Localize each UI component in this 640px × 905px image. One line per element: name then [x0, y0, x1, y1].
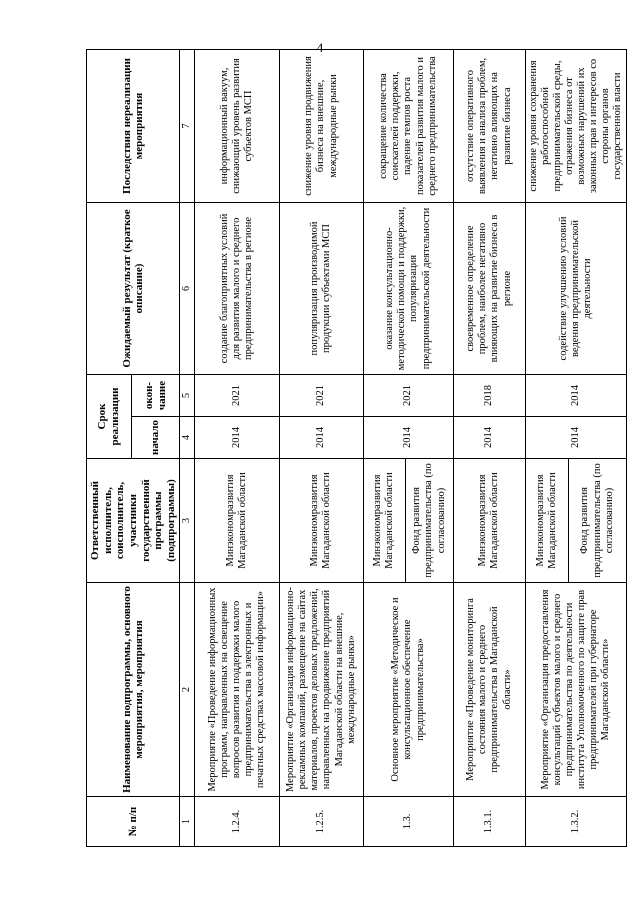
row-executor-secondary: Фонд развития предпринимательства (по согласованию): [568, 459, 627, 583]
row-consequences: снижение уровня сохранения работоспособной предпринимательской среды, отражения бизнеса от возможных нарушений их законных прав и интересов со стороны органов государственной власти: [525, 49, 627, 202]
row-end: 2021: [279, 374, 363, 416]
row-executor: Минэкономразвития Магаданской области: [363, 459, 405, 583]
column-number: 2: [180, 583, 195, 797]
row-name: Основное мероприятие «Методическое и консультационное обеспечение предпринимательства»: [363, 583, 453, 797]
row-consequences: информационный вакуум, снижающий уровень развития субъектов МСП: [194, 49, 279, 202]
column-numbers-row: [180, 49, 195, 846]
column-number: 5: [180, 374, 195, 416]
column-number: 7: [180, 49, 195, 202]
row-result: содействие улучшению условий ведения предпринимательской деятельности: [525, 202, 627, 374]
table-row: [363, 49, 405, 846]
row-num: 1.3.2.: [525, 797, 627, 847]
row-num: 1.3.: [363, 797, 453, 847]
header-result: Ожидаемый результат (краткое описание): [87, 202, 180, 374]
row-start: 2014: [525, 417, 627, 459]
row-consequences: сокращение количества соискателей поддержки, падение темпов роста показателей развития малого и среднего предпринимательства: [363, 49, 453, 202]
row-end: 2021: [363, 374, 453, 416]
row-name: Мероприятие «Проведение мониторинга состояния малого и среднего предпринимательства в Магаданской области»: [453, 583, 525, 797]
row-result: популяризация производимой продукции субъектами МСП: [279, 202, 363, 374]
row-end: 2021: [194, 374, 279, 416]
table-row: [194, 49, 279, 846]
header-period: Срок реализации: [87, 374, 132, 458]
column-number: 6: [180, 202, 195, 374]
row-result: оказание консультационно-методической помощи и поддержки, популяризация предпринимательской деятельности: [363, 202, 453, 374]
row-executor: Минэкономразвития Магаданской области: [279, 459, 363, 583]
row-consequences: отсутствие оперативного выявления и анализа проблем, негативно влияющих на развитие бизнеса: [453, 49, 525, 202]
row-executor-secondary: Фонд развития предпринимательства (по согласованию): [405, 459, 453, 583]
header-start: начало: [131, 417, 180, 459]
row-consequences: снижение уровня продвижения бизнеса на внешние, международные рынки: [279, 49, 363, 202]
page-number: 4: [316, 40, 324, 55]
row-end: 2018: [453, 374, 525, 416]
header-consequences: Последствия нереализации мероприятия: [87, 49, 180, 202]
row-num: 1.2.5.: [279, 797, 363, 847]
table-row: [453, 49, 525, 846]
row-num: 1.3.1.: [453, 797, 525, 847]
header-end: окон-чание: [131, 374, 180, 416]
table-row: [525, 49, 568, 846]
row-start: 2014: [363, 417, 453, 459]
row-name: Мероприятие «Организация предоставления консультаций субъектов малого и среднего предпринимательства по деятельности института Уполномоченного по защите прав предпринимателей при губернаторе Магаданской области»: [525, 583, 627, 797]
row-result: своевременное определение проблем, наиболее негативно влияющих на развитие бизнеса в регионе: [453, 202, 525, 374]
activities-table: [86, 49, 627, 847]
row-start: 2014: [453, 417, 525, 459]
row-result: создание благоприятных условий для развития малого и среднего предпринимательства в регионе: [194, 202, 279, 374]
row-name: Мероприятие «Организация информационно-рекламных компаний, размещение на сайтах материалов, проектов деловых предложений, направленных на продвижение предприятий Магаданской области на внешние, международные рынки»: [279, 583, 363, 797]
column-number: 1: [180, 797, 195, 847]
row-start: 2014: [194, 417, 279, 459]
row-name: Мероприятие «Проведение информационных программ, направленных на освещение вопросов развития и поддержки малого предпринимательства в электронных и печатных средствах массовой информации»: [194, 583, 279, 797]
column-number: 4: [180, 417, 195, 459]
header-row: [87, 49, 132, 846]
column-number: 3: [180, 459, 195, 583]
header-num: № п/п: [87, 797, 180, 847]
document-sheet: [86, 50, 624, 847]
table-row: [279, 49, 363, 846]
row-start: 2014: [279, 417, 363, 459]
row-num: 1.2.4.: [194, 797, 279, 847]
rotated-table-wrapper: [86, 50, 624, 847]
header-executor: Ответственный исполнитель, соисполнитель, участники государственной программы (подпрограммы): [87, 459, 180, 583]
row-executor: Минэкономразвития Магаданской области: [194, 459, 279, 583]
row-end: 2014: [525, 374, 627, 416]
header-name: Наименование подпрограммы, основного мероприятия, мероприятия: [87, 583, 180, 797]
row-executor: Минэкономразвития Магаданской области: [525, 459, 568, 583]
row-executor: Минэкономразвития Магаданской области: [453, 459, 525, 583]
